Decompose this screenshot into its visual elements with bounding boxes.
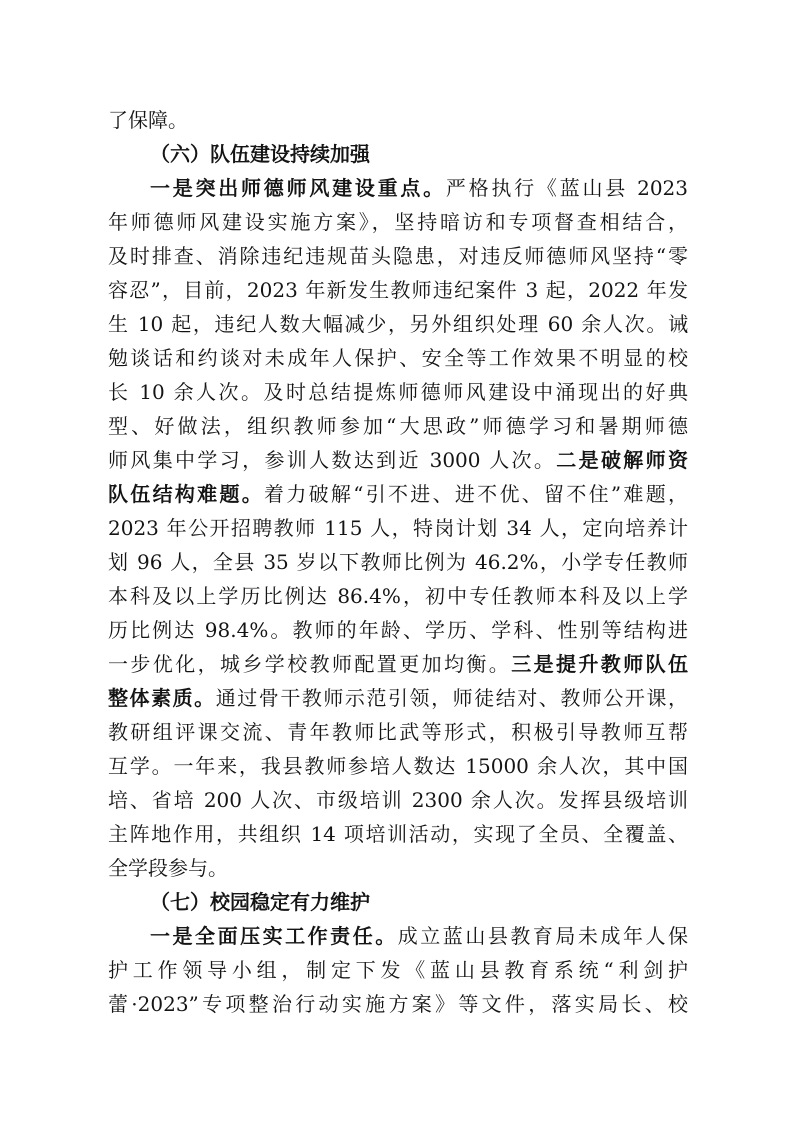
paragraph-line: 一是突出师德师风建设重点。严格执行《蓝山县 2023 (150, 176, 688, 200)
paragraph-line: 2023 年公开招聘教师 115 人，特岗计划 34 人，定向培养计 (108, 516, 688, 540)
paragraph-line: 容忍”，目前，2023 年新发生教师违纪案件 3 起，2022 年发 (108, 278, 688, 302)
bold-lead-structure-cont: 队伍结构难题。 (108, 482, 265, 506)
section-heading-team-building: （六）队伍建设持续加强 (150, 142, 370, 166)
paragraph-line: 整体素质。通过骨干教师示范引领，师徒结对、教师公开课， (108, 686, 688, 710)
paragraph-line: 年师德师风建设实施方案》，坚持暗访和专项督查相结合， (108, 210, 688, 234)
paragraph-line: 一步优化，城乡学校教师配置更加均衡。三是提升教师队伍 (108, 652, 688, 676)
bold-lead-quality: 三是提升教师队伍 (511, 652, 688, 676)
paragraph-line: 互学。一年来，我县教师参培人数达 15000 余人次，其中国 (108, 754, 688, 778)
paragraph-line: 主阵地作用，共组织 14 项培训活动，实现了全员、全覆盖、 (108, 822, 688, 846)
paragraph-line: 师风集中学习，参训人数达到近 3000 人次。二是破解师资 (108, 448, 688, 472)
paragraph-line: 教研组评课交流、青年教师比武等形式，积极引导教师互帮 (108, 720, 688, 744)
paragraph-line: 护工作领导小组，制定下发《蓝山县教育系统“利剑护 (108, 958, 688, 982)
paragraph-line: 型、好做法，组织教师参加“大思政”师德学习和暑期师德 (108, 414, 688, 438)
bold-lead-ethics: 一是突出师德师风建设重点。 (150, 176, 446, 200)
paragraph-line: 勉谈话和约谈对未成年人保护、安全等工作效果不明显的校 (108, 346, 688, 370)
preceding-paragraph-tail: 了保障。 (108, 108, 188, 132)
paragraph-line: 划 96 人，全县 35 岁以下教师比例为 46.2%，小学专任教师 (108, 550, 688, 574)
paragraph-line: 蕾·2023”专项整治行动实施方案》等文件，落实局长、校 (108, 992, 688, 1016)
paragraph-line: 队伍结构难题。着力破解“引不进、进不优、留不住”难题， (108, 482, 688, 506)
paragraph-line: 本科及以上学历比例达 86.4%，初中专任教师本科及以上学 (108, 584, 688, 608)
paragraph-line: 历比例达 98.4%。教师的年龄、学历、学科、性别等结构进 (108, 618, 688, 642)
paragraph-line: 及时排查、消除违纪违规苗头隐患，对违反师德师风坚持“零 (108, 244, 688, 268)
bold-lead-quality-cont: 整体素质。 (108, 686, 216, 710)
paragraph-line: 长 10 余人次。及时总结提炼师德师风建设中涌现出的好典 (108, 380, 688, 404)
bold-lead-responsibility: 一是全面压实工作责任。 (150, 924, 398, 948)
paragraph-line: 全学段参与。 (108, 856, 228, 880)
section-heading-campus-stability: （七）校园稳定有力维护 (150, 890, 370, 914)
bold-lead-structure: 二是破解师资 (556, 448, 688, 472)
paragraph-line: 生 10 起，违纪人数大幅减少，另外组织处理 60 余人次。诫 (108, 312, 688, 336)
paragraph-line: 一是全面压实工作责任。成立蓝山县教育局未成年人保 (150, 924, 688, 948)
paragraph-line: 培、省培 200 人次、市级培训 2300 余人次。发挥县级培训 (108, 788, 688, 812)
